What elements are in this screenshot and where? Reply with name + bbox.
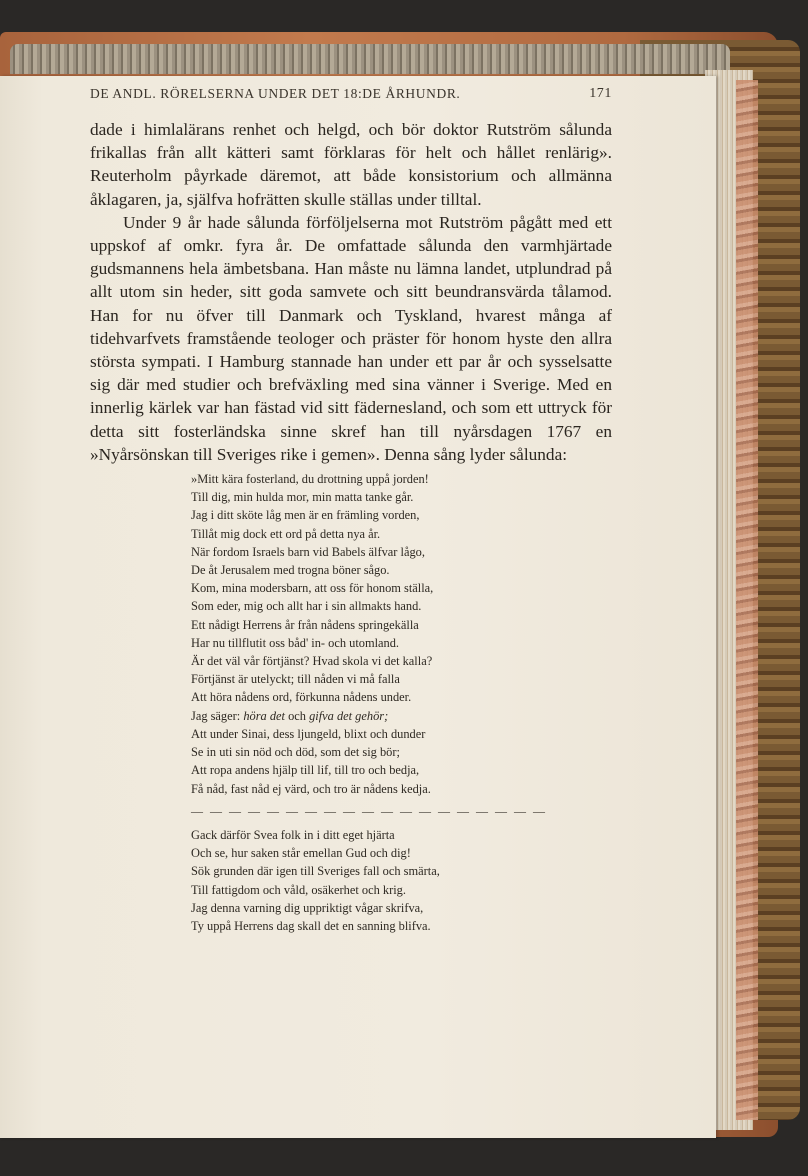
poem-line: Tillåt mig dock ett ord på detta nya år. (191, 526, 381, 541)
poem-line: »Mitt kära fosterland, du drottning uppå jorden! (191, 472, 429, 487)
book-top-edge (10, 44, 730, 74)
marbled-edge (736, 80, 758, 1120)
paragraph-2: Under 9 år hade sålunda förföljelserna mot Rutström pågått med ett uppskof af omkr. fyra år. De omfattade sålunda den varmhjärtade gudsmannens hela ämbetsbana. Han måste nu lämna landet, utplundrad på allt utom sin heder, sitt goda samvete och sitt beundransvärda tålamod. Han for nu öfver till Danmark och Tyskland, hvarest många af tidehvarfvets framstående teologer och präster för honom hyste den allra största sympati. I Hamburg stannade han under ett par år och sysselsatte sig där med studier och brefväxling med sina vänner i Sverige. Med en innerlig kärlek var han fästad vid sitt fädernesland, och som ett uttryck för detta sitt fosterländska sinne skref han till nyårsdagen 1767 en »Nyårsönskan till Sveriges rike i gemen». Denna sång lyder sålunda: (90, 212, 612, 464)
poem-line: Sök grunden där igen till Sveriges fall och smärta, (191, 864, 440, 879)
poem (191, 470, 612, 935)
poem-line: Till fattigdom och våld, osäkerhet och krig. (191, 882, 406, 897)
poem-line: Få nåd, fast nåd ej värd, och tro är nådens kedja. (191, 781, 431, 796)
poem-line: Att höra nådens ord, förkunna nådens under. (191, 690, 412, 705)
poem-line: Som eder, mig och allt har i sin allmakts hand. (191, 599, 422, 614)
poem-stanza-1-cont (191, 725, 612, 798)
poem-line: Till dig, min hulda mor, min matta tanke går. (191, 490, 414, 505)
poem-line: De åt Jerusalem med trogna böner sågo. (191, 563, 390, 578)
poem-line: Är det väl vår förtjänst? Hvad skola vi det kalla? (191, 654, 433, 669)
poem-line: Jag denna varning dig uppriktigt vågar skrifva, (191, 900, 424, 915)
page-number: 171 (589, 86, 612, 101)
poem-line: Har nu tillflutit oss båd' in- och utomland. (191, 635, 400, 650)
poem-line: Att under Sinai, dess ljungeld, blixt och dunder (191, 726, 426, 741)
running-title: DE ANDL. RÖRELSERNA UNDER DET 18:DE ÅRHUNDR. (90, 86, 461, 101)
poem-line: Ty uppå Herrens dag skall det en sanning blifva. (191, 918, 431, 933)
poem-line: Ett nådigt Herrens år från nådens springekälla (191, 617, 419, 632)
poem-separator: — — — — — — — — — — — — — — — — — — — (191, 803, 547, 818)
page-content (90, 86, 612, 935)
poem-line-says: Jag säger: höra det och gifva det gehör; (191, 708, 389, 723)
paragraph-1: dade i himlalärans renhet och helgd, och bör doktor Rutström sålunda frikallas från allt kätteri samt förklaras för helt och hållet renlärig». Reuterholm påyrkade däremot, att både konsistorium och allmänna åklagaren, ja, själfva hofrätten skulle ställas under tilltal. (90, 120, 612, 209)
poem-line: Jag i ditt sköte låg men är en främling vorden, (191, 508, 420, 523)
poem-line: Kom, mina modersbarn, att oss för honom ställa, (191, 581, 434, 596)
poem-line: Förtjänst är utelyckt; till nåden vi må falla (191, 672, 400, 687)
poem-line: Gack därför Svea folk in i ditt eget hjärta (191, 827, 395, 842)
poem-line: När fordom Israels barn vid Babels älfvar lågo, (191, 544, 425, 559)
poem-line: Och se, hur saken står emellan Gud och dig! (191, 846, 411, 861)
poem-line: Se in uti sin nöd och död, som det sig bör; (191, 745, 400, 760)
running-header (90, 86, 612, 102)
poem-line: Att ropa andens hjälp till lif, till tro och bedja, (191, 763, 420, 778)
poem-stanza-1 (191, 470, 612, 707)
poem-stanza-2 (191, 826, 612, 935)
